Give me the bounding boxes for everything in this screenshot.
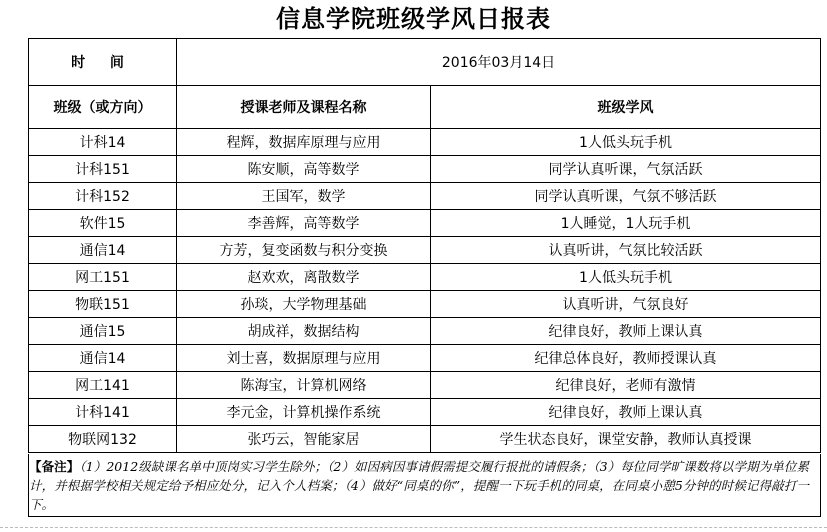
cell-style: 认真听讲，气氛比较活跃 [431,237,821,264]
table-row [29,345,821,372]
time-label: 时 间 [29,39,177,86]
note-label: 【备注】 [29,459,80,474]
table-row [29,318,821,345]
note-text: （1）2012级缺课名单中顶岗实习学生除外；（2）如因病因事请假需提交履行报批的请假条；（3）每位同学旷课数将以学期为单位累计，并根据学校相关规定给予相应处分，记入个人档案；（4）做好“同桌的你”，提醒一下玩手机的同桌，在同桌小憩5分钟的时候记得敲打一下。 [29,459,809,512]
table-row [29,237,821,264]
cell-class: 计科152 [29,183,177,210]
note [29,457,809,514]
report-table [28,38,821,453]
header-row [29,86,821,129]
table-row [29,426,821,453]
cell-style: 纪律良好，老师有激情 [431,372,821,399]
cell-style: 1人低头玩手机 [431,129,821,156]
cell-teacher-course: 孙琰，大学物理基础 [177,291,431,318]
cell-teacher-course: 刘士喜，数据原理与应用 [177,345,431,372]
report-date: 2016年03月14日 [177,39,821,86]
cell-style: 同学认真听课，气氛活跃 [431,156,821,183]
cell-teacher-course: 张巧云，智能家居 [177,426,431,453]
cell-class: 通信15 [29,318,177,345]
cell-style: 纪律总体良好，教师授课认真 [431,345,821,372]
cell-teacher-course: 陈海宝，计算机网络 [177,372,431,399]
cell-style: 纪律良好，教师上课认真 [431,318,821,345]
cell-class: 通信14 [29,345,177,372]
cell-style: 纪律良好，教师上课认真 [431,399,821,426]
cell-style: 同学认真听课，气氛不够活跃 [431,183,821,210]
table-row [29,264,821,291]
cell-style: 1人低头玩手机 [431,264,821,291]
cell-teacher-course: 程辉，数据库原理与应用 [177,129,431,156]
cell-class: 物联151 [29,291,177,318]
cell-style: 1人睡觉，1人玩手机 [431,210,821,237]
table-row [29,291,821,318]
header-teacher-course: 授课老师及课程名称 [177,86,431,129]
table-row [29,183,821,210]
cell-class: 网工141 [29,372,177,399]
table-row [29,399,821,426]
cell-style: 学生状态良好，课堂安静，教师认真授课 [431,426,821,453]
report-title: 信息学院班级学风日报表 [276,4,551,33]
time-row [29,39,821,86]
table-row [29,129,821,156]
table-row [29,372,821,399]
header-style: 班级学风 [431,86,821,129]
page-break-line [0,527,827,528]
table-row [29,156,821,183]
cell-class: 网工151 [29,264,177,291]
cell-teacher-course: 李善辉，高等数学 [177,210,431,237]
cell-style: 认真听讲，气氛良好 [431,291,821,318]
cell-class: 计科141 [29,399,177,426]
cell-teacher-course: 李元金，计算机操作系统 [177,399,431,426]
cell-teacher-course: 胡成祥，数据结构 [177,318,431,345]
cell-class: 计科14 [29,129,177,156]
cell-teacher-course: 赵欢欢，离散数学 [177,264,431,291]
cell-class: 计科151 [29,156,177,183]
table-row [29,210,821,237]
cell-class: 物联网132 [29,426,177,453]
header-class: 班级（或方向） [29,86,177,129]
cell-teacher-course: 王国军，数学 [177,183,431,210]
cell-teacher-course: 陈安顺，高等数学 [177,156,431,183]
cell-teacher-course: 方芳，复变函数与积分变换 [177,237,431,264]
cell-class: 通信14 [29,237,177,264]
cell-class: 软件15 [29,210,177,237]
